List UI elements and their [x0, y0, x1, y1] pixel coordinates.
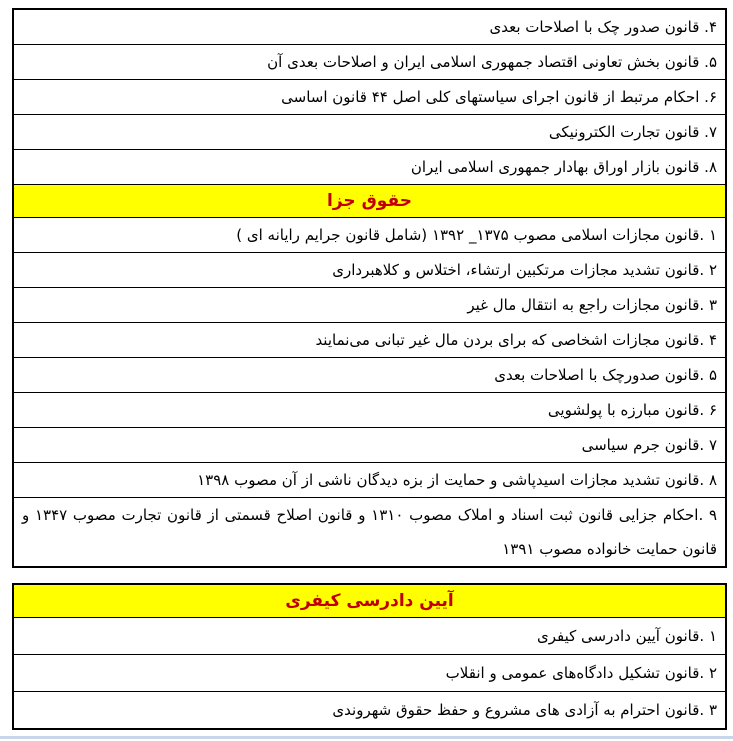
law-row: [14, 655, 725, 692]
law-row-text: ۵ .قانون صدورچک با اصلاحات بعدی: [494, 366, 717, 384]
laws-table-upper: [12, 8, 727, 568]
page-bottom-divider: [0, 736, 733, 739]
law-row: [14, 498, 725, 566]
law-row-text: ۸ .قانون تشدید مجازات اسیدپاشی و حمایت از بزه دیدگان ناشی از آن مصوب ۱۳۹۸: [197, 471, 717, 489]
laws-table-lower: [12, 583, 727, 730]
law-row-text: ۲ .قانون تشکیل دادگاه‌های عمومی و انقلاب: [445, 664, 717, 682]
law-row: [14, 288, 725, 323]
laws-list-criminal: [14, 218, 725, 566]
law-row: [14, 218, 725, 253]
laws-list-commercial: [14, 10, 725, 185]
law-row-text: ۲ .قانون تشدید مجازات مرتکبین ارتشاء، اختلاس و کلاهبرداری: [332, 261, 717, 279]
law-row-text: ۸. قانون بازار اوراق بهادار جمهوری اسلامی ایران: [410, 158, 717, 176]
law-row: [14, 150, 725, 185]
laws-list-procedure: [14, 618, 725, 728]
law-row: [14, 393, 725, 428]
law-row: [14, 80, 725, 115]
law-row: [14, 463, 725, 498]
section-header-criminal-procedure: آیین دادرسی کیفری: [14, 585, 725, 618]
law-row: [14, 692, 725, 728]
law-row: [14, 45, 725, 80]
law-row: [14, 115, 725, 150]
law-row: [14, 323, 725, 358]
law-row-text: ۶ .قانون مبارزه با پولشویی: [547, 401, 717, 419]
law-row-text: ۳ .قانون احترام به آزادی های مشروع و حفظ حقوق شهروندی: [332, 701, 717, 719]
law-row-text: ۷. قانون تجارت الکترونیکی: [548, 123, 717, 141]
law-row-text: ۱ .قانون آیین دادرسی کیفری: [537, 627, 717, 645]
law-row-text: ۷ .قانون جرم سیاسی: [581, 436, 717, 454]
law-row-text: ۹ .احکام جزایی قانون ثبت اسناد و املاک مصوب ۱۳۱۰ و قانون اصلاح قسمتی از قانون تجارت مصوب ۱۳۴۷ و قانون حمایت خانواده مصوب ۱۳۹۱: [22, 506, 717, 558]
law-row: [14, 10, 725, 45]
law-row-text: ۱ .قانون مجازات اسلامی مصوب ۱۳۷۵_ ۱۳۹۲ (شامل قانون جرایم رایانه ای ): [236, 226, 717, 244]
law-row-text: ۳ .قانون مجازات راجع به انتقال مال غیر: [467, 296, 717, 314]
law-row-text: ۵. قانون بخش تعاونی اقتصاد جمهوری اسلامی ایران و اصلاحات بعدی آن: [267, 53, 717, 71]
law-row-text: ۶. احکام مرتبط از قانون اجرای سیاستهای کلی اصل ۴۴ قانون اساسی: [281, 88, 717, 106]
law-row-text: ۴. قانون صدور چک با اصلاحات بعدی: [489, 18, 717, 36]
law-row-text: ۴ .قانون مجازات اشخاصی که برای بردن مال غیر تبانی می‌نمایند: [315, 331, 717, 349]
law-row: [14, 618, 725, 655]
law-row: [14, 428, 725, 463]
section-header-criminal-law: حقوق جزا: [14, 185, 725, 218]
law-row: [14, 253, 725, 288]
law-row: [14, 358, 725, 393]
